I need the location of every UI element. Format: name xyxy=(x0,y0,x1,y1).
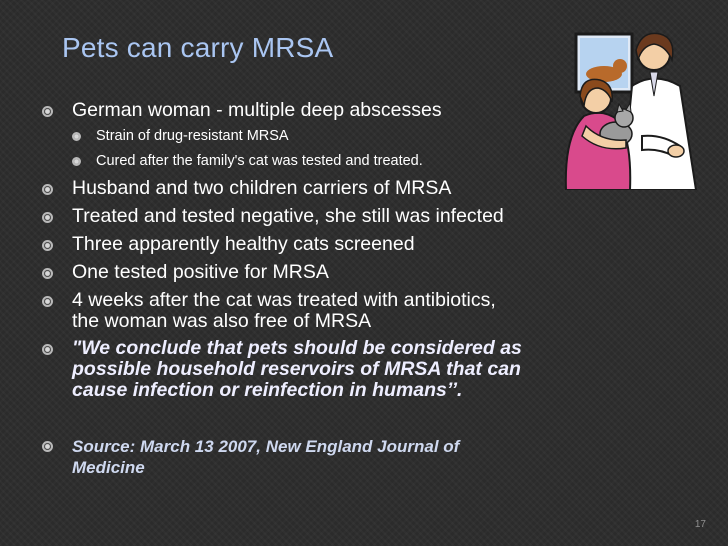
bullet-text: 4 weeks after the cat was treated with antibiotics, the woman was also free of MRSA xyxy=(72,289,496,332)
bullet-text: Husband and two children carriers of MRSA xyxy=(72,177,452,199)
list-item xyxy=(48,178,451,199)
list-item xyxy=(48,262,329,283)
circle-bullet-icon xyxy=(42,240,53,251)
list-item xyxy=(48,290,496,332)
list-item xyxy=(48,436,459,478)
list-item xyxy=(78,153,423,169)
circle-bullet-icon xyxy=(72,132,81,141)
circle-bullet-icon xyxy=(42,184,53,195)
bullet-text: Treated and tested negative, she still was infected xyxy=(72,205,504,227)
list-item xyxy=(48,338,522,401)
circle-bullet-icon xyxy=(42,106,53,117)
circle-bullet-icon xyxy=(42,268,53,279)
bullet-text: One tested positive for MRSA xyxy=(72,261,329,283)
list-item xyxy=(48,234,415,255)
page-number: 17 xyxy=(694,519,706,530)
bullet-text: Cured after the family's cat was tested and treated. xyxy=(96,153,423,169)
list-item xyxy=(48,100,442,121)
slide-title: Pets can carry MRSA xyxy=(62,32,334,63)
circle-bullet-icon xyxy=(42,344,53,355)
list-item xyxy=(78,128,289,144)
circle-bullet-icon xyxy=(72,157,81,166)
bullet-text: German woman - multiple deep abscesses xyxy=(72,99,442,121)
circle-bullet-icon xyxy=(42,441,53,452)
veterinarian-clipart-icon xyxy=(562,16,708,190)
circle-bullet-icon xyxy=(42,212,53,223)
quote-text: "We conclude that pets should be considered as possible household reservoirs of MRSA that can cause infection or reinfection in humans’’. xyxy=(72,337,522,401)
list-item xyxy=(48,206,504,227)
circle-bullet-icon xyxy=(42,296,53,307)
source-text: Source: March 13 2007, New England Journal of Medicine xyxy=(72,437,460,477)
bullet-text: Three apparently healthy cats screened xyxy=(72,233,415,255)
bullet-text: Strain of drug-resistant MRSA xyxy=(96,128,289,144)
